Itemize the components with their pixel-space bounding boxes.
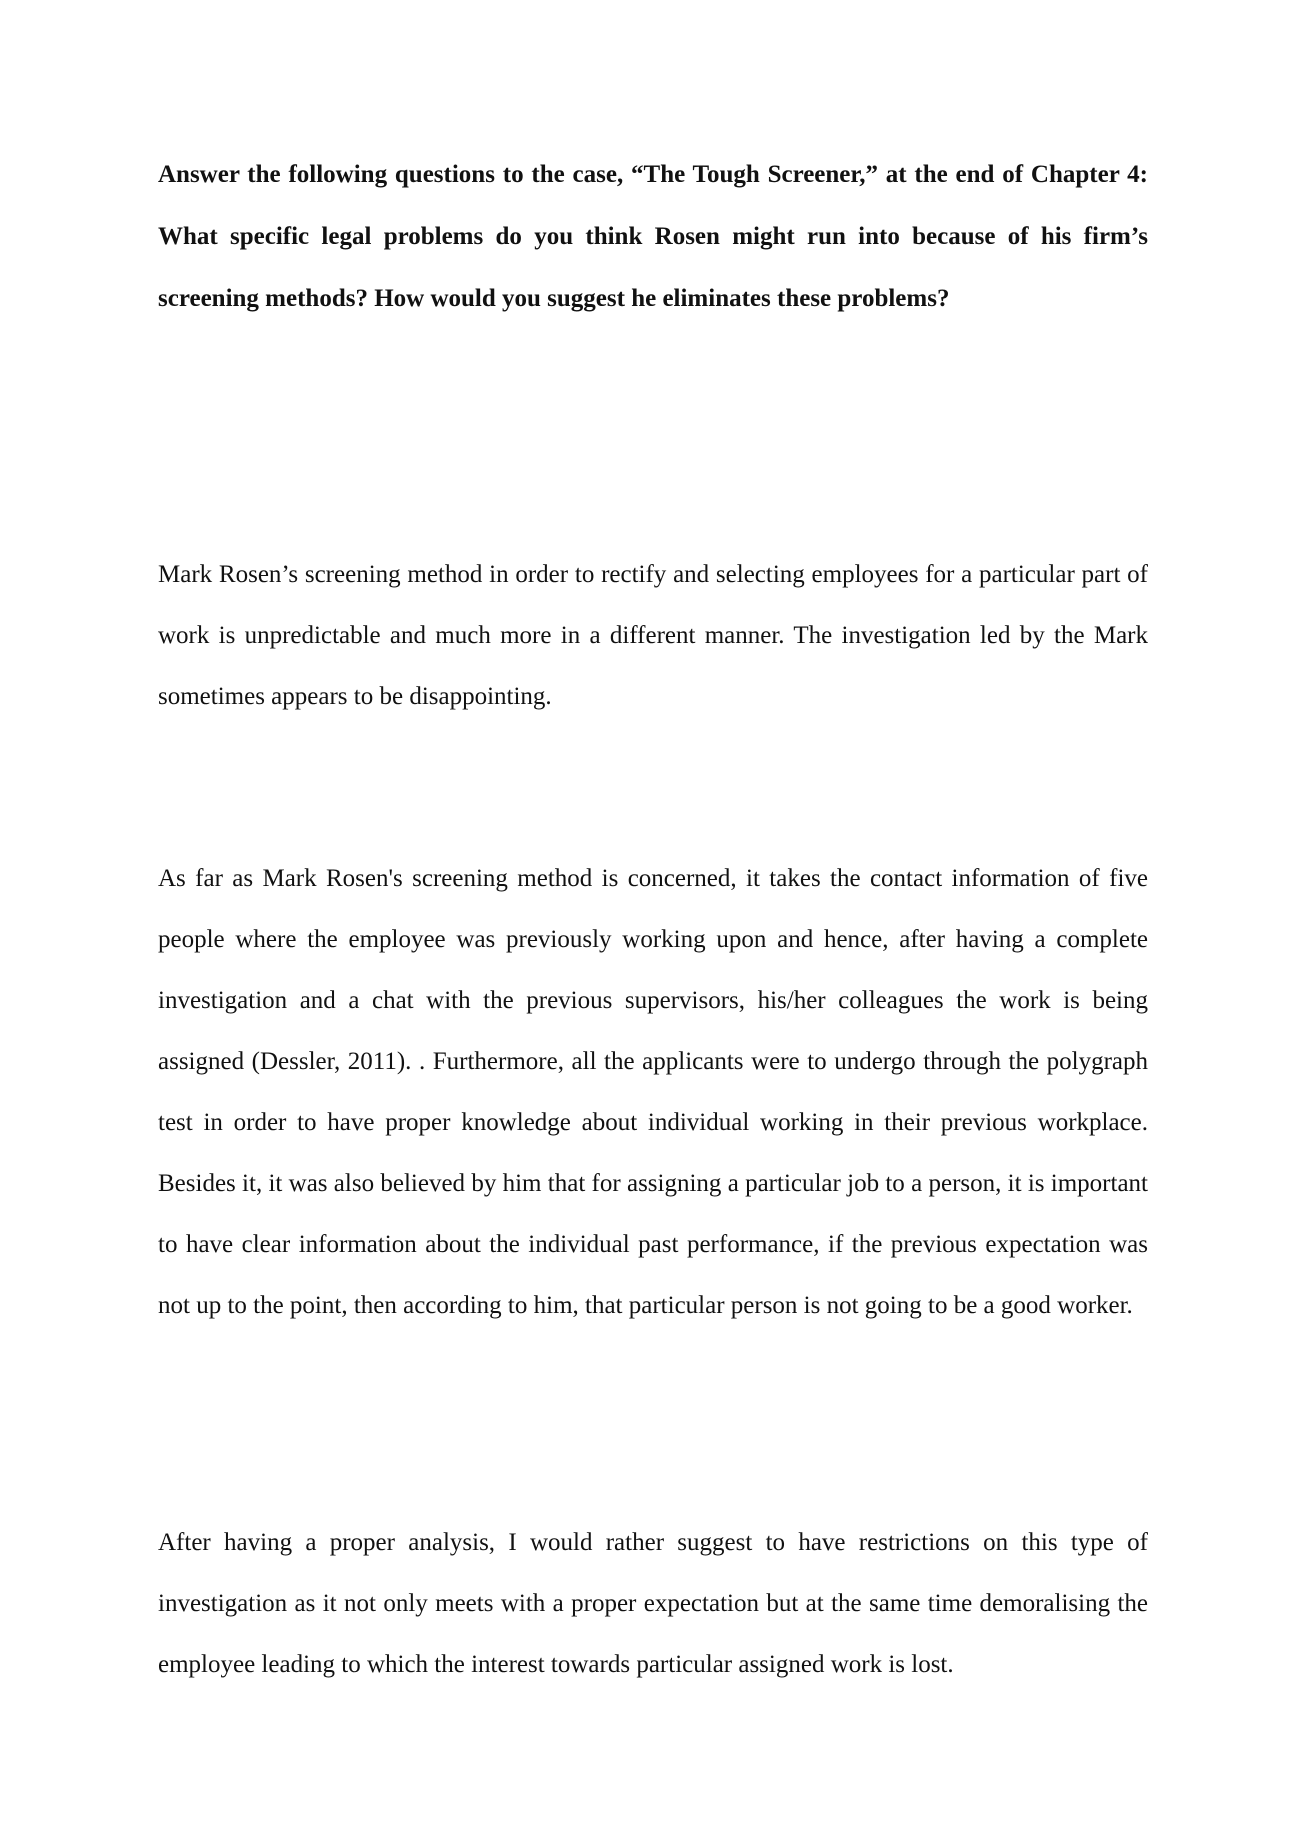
paragraph-2: As far as Mark Rosen's screening method is concerned, it takes the contact information of five people where the employee was previously working upon and hence, after having a complete investigation and a chat with the previous supervisors, his/her colleagues the work is being assigned (Dessler, 2011). . Furthermore, all the applicants were to undergo through the polygraph test in order to have proper knowledge about individual working in their previous workplace. Besides it, it was also believed by him that for assigning a particular job to a person, it is important to have clear information about the individual past performance, if the previous expectation was not up to the point, then according to him, that particular person is not going to be a good worker.: [158, 865, 1148, 1319]
paragraph-1: Mark Rosen’s screening method in order to rectify and selecting employees for a particular part of work is unpredictable and much more in a different manner. The investigation led by the Mark sometimes appears to be disappointing.: [158, 561, 1148, 710]
question-heading: Answer the following questions to the case, “The Tough Screener,” at the end of Chapter 4: What specific legal problems do you think Rosen might run into because of his firm’s screening methods? How would you suggest he eliminates these problems?: [158, 161, 1148, 312]
paragraph-3: After having a proper analysis, I would rather suggest to have restrictions on this type of investigation as it not only meets with a proper expectation but at the same time demoralising the employee leading to which the interest towards particular assigned work is lost.: [158, 1529, 1148, 1678]
